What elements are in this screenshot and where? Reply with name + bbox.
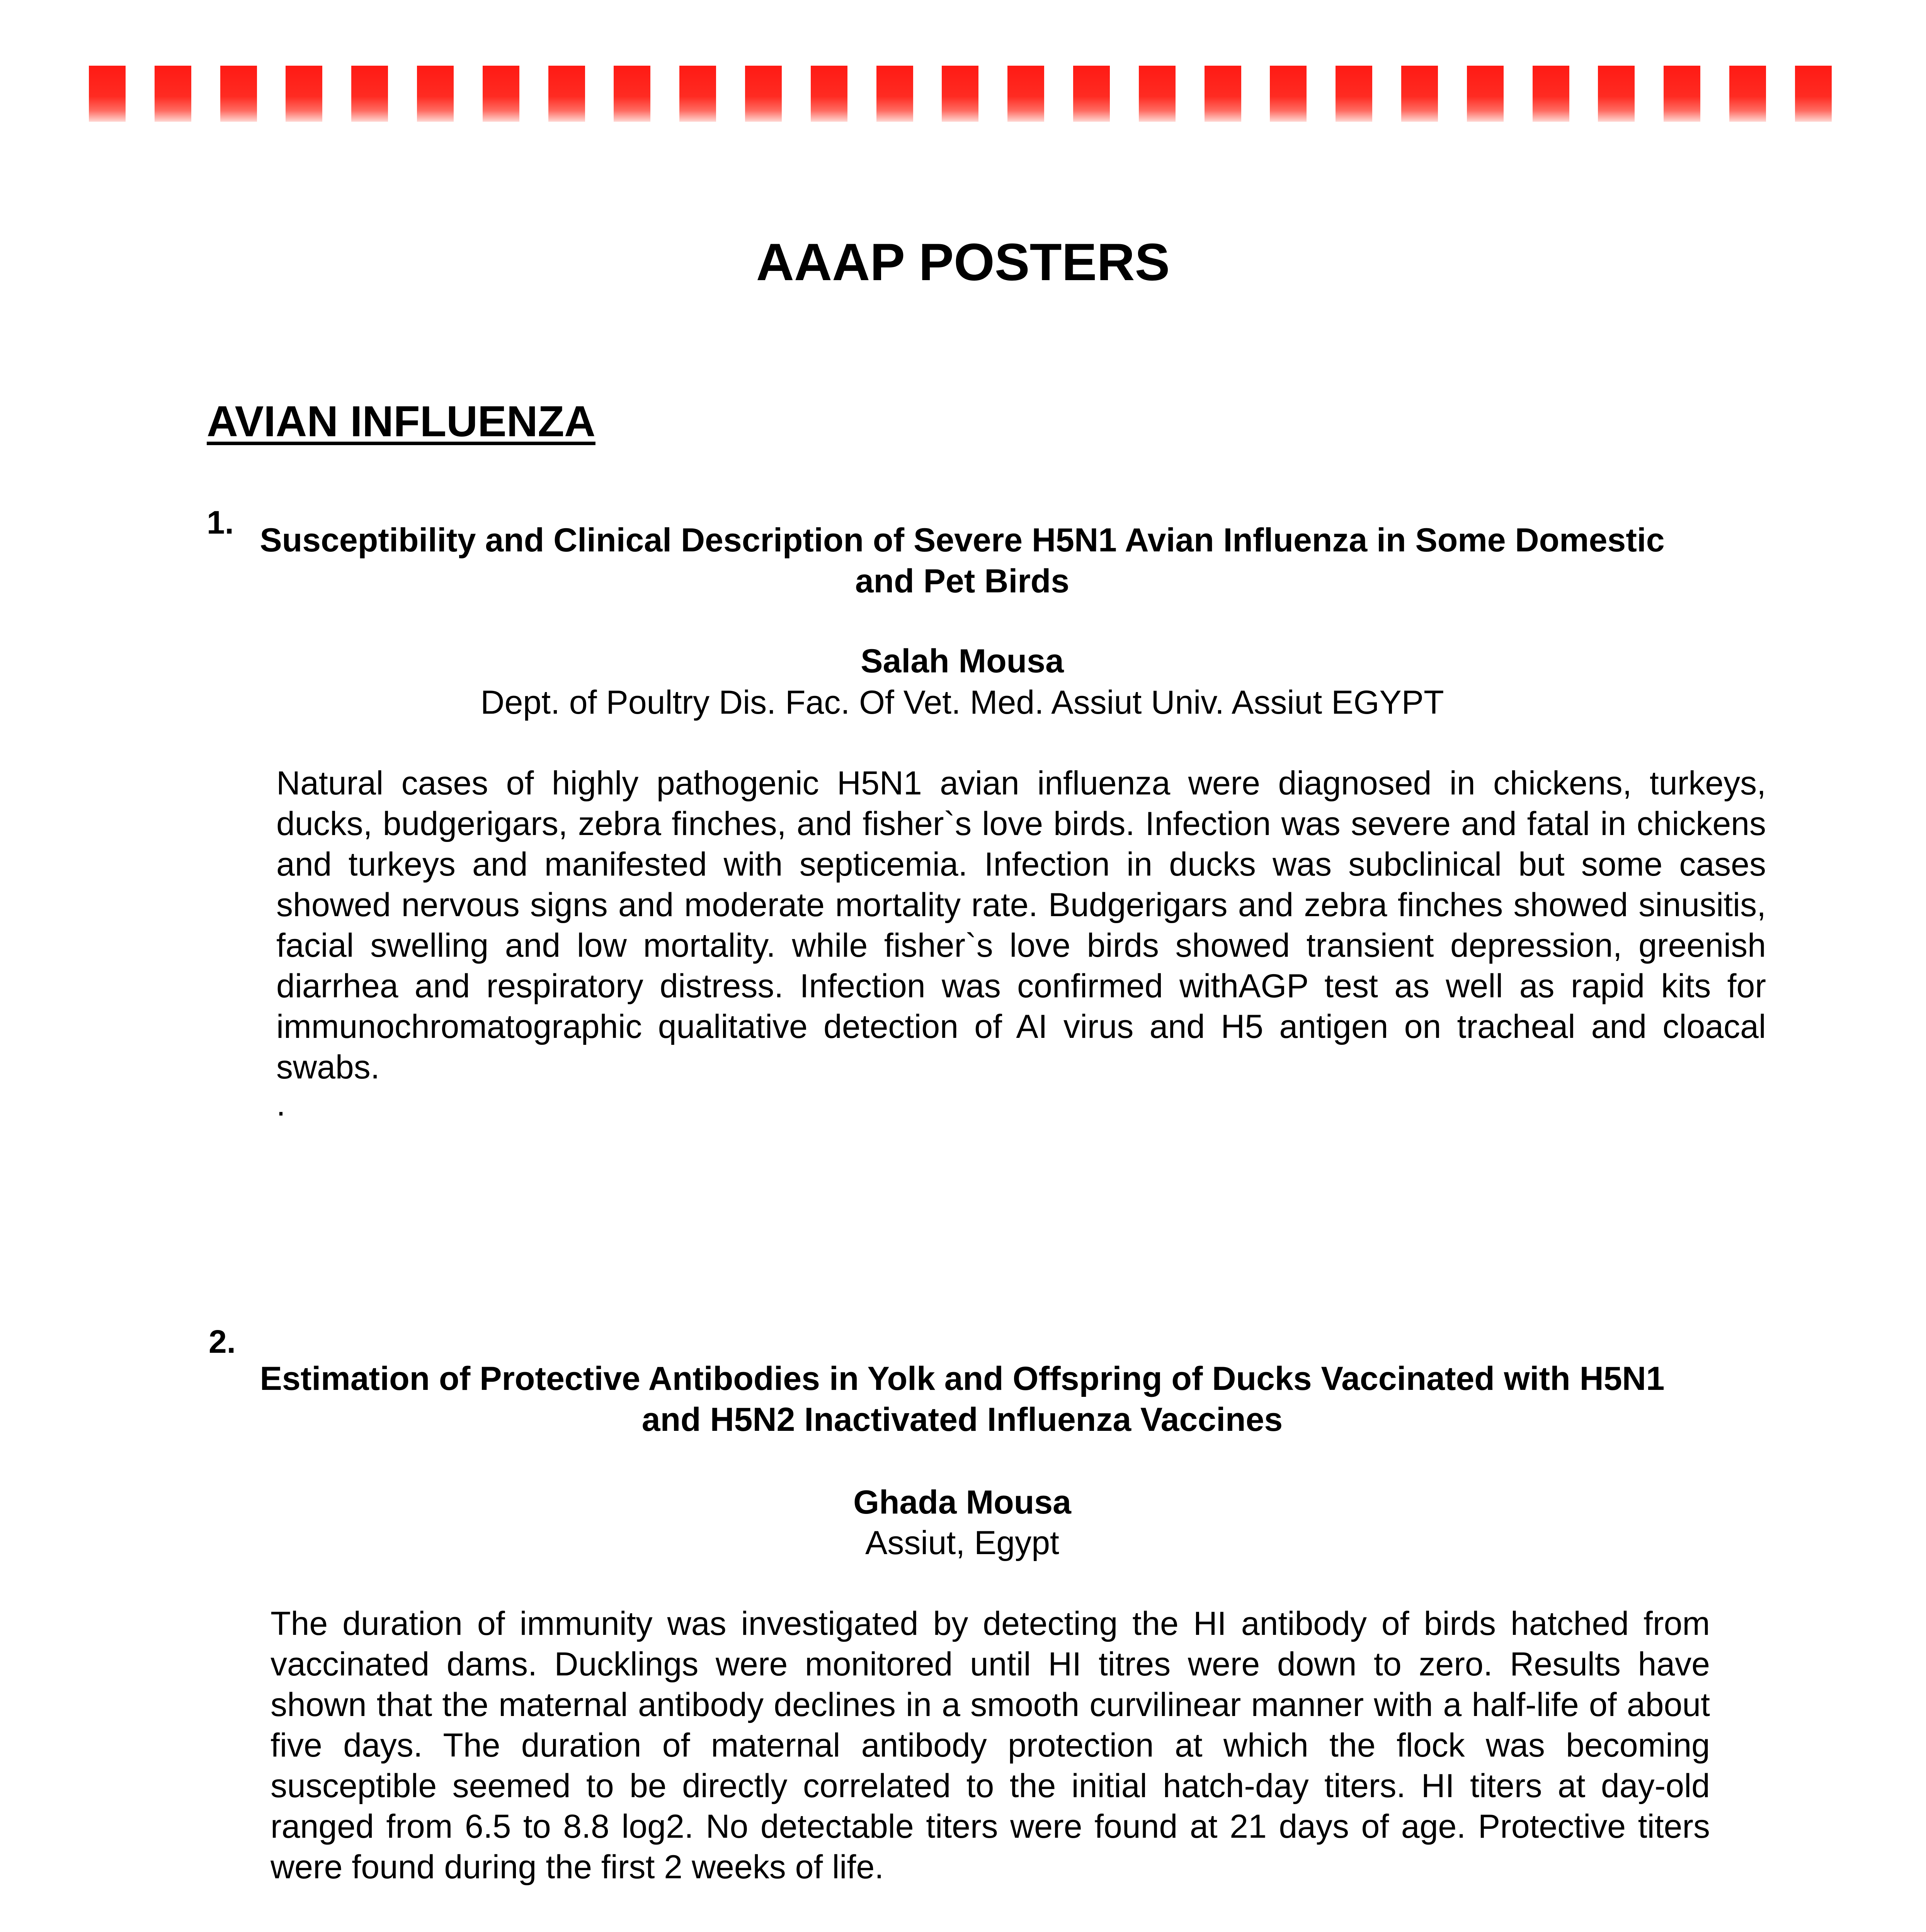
header-bar [1664,66,1700,122]
header-decoration [89,66,1832,122]
abstract-text: The duration of immunity was investigated by detecting the HI antibody of birds hatched from vaccinated dams. Ducklings were monitored until HI titres were down to zero. Results have shown that the maternal antibody declines in a smooth curvilinear manner with a half-life of about five days. The duration of maternal antibody protection at which the flock was becoming susceptible seemed to be directly correlated to the initial hatch-day titers. HI titers at day-old ranged from 6.5 to 8.8 log2. No detectable titers were found at 21 days of age. Protective titers were found during the first 2 weeks of life. [271,1605,1710,1886]
header-bar [1336,66,1372,122]
header-bar [679,66,716,122]
author-name: Ghada Mousa [853,1484,1071,1521]
header-bar [155,66,191,122]
header-bar [1533,66,1569,122]
header-bar [220,66,257,122]
header-bar [745,66,782,122]
abstract-text: Natural cases of highly pathogenic H5N1 avian influenza were diagnosed in chickens, turkeys, ducks, budgerigars, zebra finches, and fisher`s love birds. Infection was severe and fatal in chickens and turkeys and manifested with septicemia. Infection in ducks was subclinical but some cases showed nervous signs and moderate mortality rate. Budgerigars and zebra finches showed sinusitis, facial swelling and low mortality. while fisher`s love birds showed transient depression, greenish diarrhea and respiratory distress. Infection was confirmed withAGP test as well as rapid kits for immunochromatographic qualitative detection of AI virus and H5 antigen on tracheal and cloacal swabs. [276,765,1766,1086]
header-bar [1598,66,1635,122]
header-bar [811,66,847,122]
header-bar [876,66,913,122]
header-bar [1205,66,1241,122]
section-heading: AVIAN INFLUENZA [207,397,595,446]
author-affiliation: Assiut, Egypt [865,1524,1059,1561]
entry-title: Susceptibility and Clinical Description of Severe H5N1 Avian Influenza in Some Domestic and Pet Birds [260,522,1665,600]
header-bar [351,66,388,122]
author-affiliation: Dept. of Poultry Dis. Fac. Of Vet. Med. Assiut Univ. Assiut EGYPT [480,684,1444,721]
page-title: AAAP POSTERS [756,233,1170,291]
header-bar [1401,66,1438,122]
header-bar [1795,66,1832,122]
entry-number: 1. [207,504,234,541]
header-bar [1467,66,1504,122]
trailing-mark: . [276,1086,286,1123]
header-bar [1270,66,1307,122]
entry-number: 2. [209,1323,236,1360]
header-bar [286,66,322,122]
header-bar [89,66,126,122]
header-bar [942,66,978,122]
header-bar [614,66,650,122]
header-bar [548,66,585,122]
header-bar [1729,66,1766,122]
header-bar [417,66,454,122]
entry-title: Estimation of Protective Antibodies in Yolk and Offspring of Ducks Vaccinated with H5N1 and H5N2 Inactivated Influenza Vaccines [260,1360,1665,1438]
header-bar [1073,66,1110,122]
header-bar [1007,66,1044,122]
author-name: Salah Mousa [861,643,1064,680]
header-bar [483,66,519,122]
header-bar [1139,66,1176,122]
